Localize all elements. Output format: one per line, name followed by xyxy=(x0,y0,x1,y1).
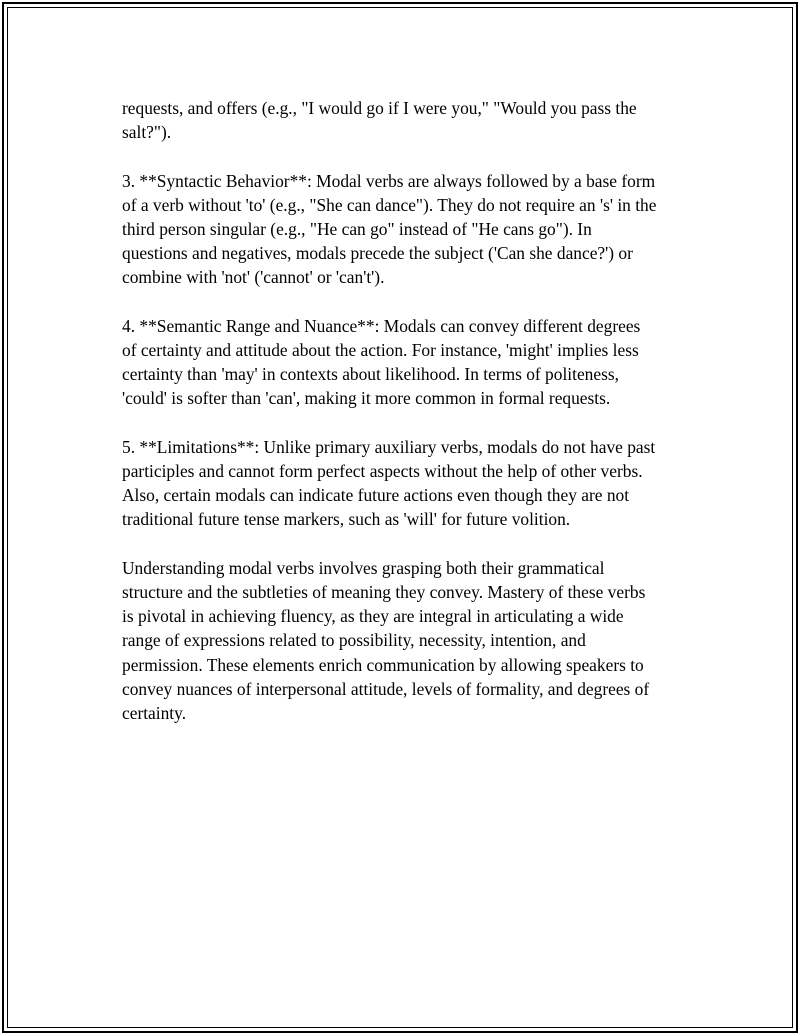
paragraph-semantic-range: 4. **Semantic Range and Nuance**: Modals can convey different degrees of certainty and attitude about the action. For instance, 'might' implies less certainty than 'may' in contexts about likelihood. In terms of politeness, 'could' is softer than 'can', making it more common in formal requests. xyxy=(122,315,641,409)
paragraph-limitations: 5. **Limitations**: Unlike primary auxiliary verbs, modals do not have past participles and cannot form perfect aspects without the help of other verbs. Also, certain modals can indicate future actions even though they are not traditional future tense markers, such as 'will' for future volition. xyxy=(122,436,656,530)
paragraph-continuation: requests, and offers (e.g., "I would go if I were you," "Would you pass the salt?"). xyxy=(122,98,637,143)
paragraph-conclusion: Understanding modal verbs involves grasping both their grammatical structure and the subtleties of meaning they convey. Mastery of these verbs is pivotal in achieving fluency, as they are integral in articulating a wide range of expressions related to possibility, necessity, intention, and permission. These elements enrich communication by allowing speakers to convey nuances of interpersonal attitude, levels of formality, and degrees of certainty. xyxy=(122,557,650,724)
document-page xyxy=(2,2,798,1033)
document-body xyxy=(122,96,692,749)
paragraph-syntactic-behavior: 3. **Syntactic Behavior**: Modal verbs are always followed by a base form of a verb without 'to' (e.g., "She can dance"). They do not require an 's' in the third person singular (e.g., "He can go" instead of "He cans go"). In questions and negatives, modals precede the subject ('Can she dance?') or combine with 'not' ('cannot' or 'can't'). xyxy=(122,170,657,288)
